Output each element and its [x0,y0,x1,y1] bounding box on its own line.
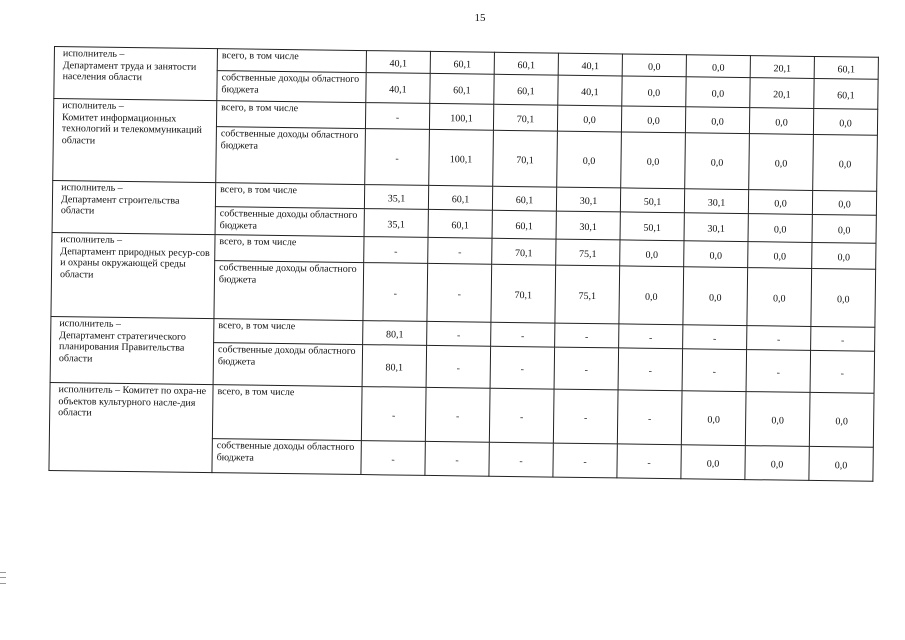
value-cell: 0,0 [621,106,685,133]
value-cell: - [365,103,429,130]
executor-cell: исполнитель – Департамент труда и занятости населения области [54,47,218,101]
value-cell: 60,1 [430,73,494,104]
value-cell: 0,0 [747,268,812,327]
value-cell: 0,0 [813,134,878,191]
value-cell: - [683,325,747,350]
value-cell: 60,1 [494,74,558,105]
value-cell: 0,0 [812,242,876,269]
value-cell: 60,1 [430,51,494,74]
value-cell: 0,0 [619,266,684,325]
value-cell: - [426,345,491,388]
funding-type-cell: всего, в том числе [217,49,366,73]
value-cell: 0,0 [686,55,750,78]
funding-type-cell: собственные доходы областного бюджета [214,261,364,321]
value-cell: 40,1 [558,53,622,76]
value-cell: 0,0 [557,105,621,132]
value-cell: 20,1 [750,56,814,79]
value-cell: - [425,441,489,476]
value-cell: - [747,326,811,351]
value-cell: 0,0 [683,267,748,326]
value-cell: 100,1 [429,103,493,130]
value-cell: 0,0 [813,108,877,135]
page-number: 15 [474,12,486,24]
value-cell: 70,1 [491,264,556,323]
value-cell: 0,0 [621,132,686,189]
value-cell: - [427,263,492,322]
budget-table [48,46,878,482]
value-cell: - [746,350,811,393]
value-cell: - [364,237,428,264]
table-row [49,382,874,447]
value-cell: 30,1 [556,187,620,212]
value-cell: 60,1 [428,185,492,210]
funding-type-cell: всего, в том числе [215,183,364,209]
executor-cell: исполнитель – Комитет по охра-не объектов культурного насле-дия области [49,382,213,472]
value-cell: 0,0 [681,445,745,480]
funding-type-cell: собственные доходы областного бюджета [217,71,366,103]
funding-type-cell: всего, в том числе [214,319,363,345]
value-cell: 0,0 [684,241,748,268]
executor-cell: исполнитель – Департамент строительства области [52,180,216,234]
value-cell: 0,0 [685,107,749,134]
value-cell: 0,0 [809,446,873,481]
value-cell: 60,1 [494,52,558,75]
value-cell: 30,1 [556,211,620,240]
value-cell: 0,0 [809,392,874,447]
value-cell: - [554,347,619,390]
funding-type-cell: всего, в том числе [216,101,365,129]
value-cell: 0,0 [622,76,686,107]
value-cell: - [682,349,747,392]
value-cell: 20,1 [750,78,814,109]
value-cell: 0,0 [811,268,876,327]
value-cell: 30,1 [684,213,748,242]
value-cell: 40,1 [366,73,430,104]
value-cell: - [618,348,683,391]
value-cell: - [491,322,555,347]
value-cell: 0,0 [812,214,876,243]
value-cell: 100,1 [429,129,494,186]
executor-cell: исполнитель – Комитет информационных технологий и телекоммуникаций области [53,99,217,183]
funding-type-cell: собственные доходы областного бюджета [212,439,361,475]
value-cell: - [489,442,553,477]
value-cell: 40,1 [558,75,622,106]
value-cell: - [428,237,492,264]
value-cell: - [619,324,683,349]
value-cell: - [489,388,554,443]
value-cell: 0,0 [748,242,812,269]
value-cell: 0,0 [620,240,684,267]
value-cell: 0,0 [685,133,750,190]
value-cell: - [553,443,617,478]
budget-table-wrapper [48,46,878,482]
value-cell: - [811,326,875,351]
value-cell: 50,1 [620,188,684,213]
value-cell: 60,1 [814,56,878,79]
value-cell: 0,0 [745,446,809,481]
value-cell: 70,1 [493,130,558,187]
funding-type-cell: всего, в том числе [212,385,362,441]
executor-cell: исполнитель – Департамент стратегического планирования Правительства области [50,316,214,384]
value-cell: - [361,441,425,476]
executor-cell: исполнитель – Департамент природных ресур-сов и охраны окружающей среды области [51,232,215,318]
value-cell: 0,0 [622,54,686,77]
value-cell: - [365,129,430,186]
value-cell: 0,0 [812,190,876,215]
value-cell: 0,0 [748,190,812,215]
funding-type-cell: всего, в том числе [215,235,364,263]
value-cell: - [553,389,618,444]
value-cell: - [427,321,491,346]
value-cell: 0,0 [681,391,746,446]
value-cell: 0,0 [745,392,810,447]
value-cell: 60,1 [492,210,556,239]
value-cell: - [617,390,682,445]
value-cell: 70,1 [492,238,556,265]
value-cell: - [617,444,681,479]
value-cell: - [425,387,490,442]
value-cell: 0,0 [686,77,750,108]
value-cell: 80,1 [363,321,427,346]
value-cell: 60,1 [492,186,556,211]
value-cell: 0,0 [749,134,814,191]
value-cell: 80,1 [362,345,427,388]
value-cell: - [363,263,428,322]
value-cell: - [490,346,555,389]
funding-type-cell: собственные доходы областного бюджета [216,127,366,185]
funding-type-cell: собственные доходы областного бюджета [213,343,363,387]
funding-type-cell: собственные доходы областного бюджета [215,207,364,237]
value-cell: - [361,387,426,442]
value-cell: 0,0 [557,131,622,188]
value-cell: - [555,323,619,348]
value-cell: 75,1 [555,265,620,324]
value-cell: 35,1 [364,185,428,210]
value-cell: - [810,350,875,393]
value-cell: 30,1 [684,189,748,214]
value-cell: 0,0 [748,214,812,243]
value-cell: 0,0 [749,108,813,135]
value-cell: 60,1 [814,78,878,109]
value-cell: 35,1 [364,209,428,238]
value-cell: 70,1 [493,104,557,131]
margin-mark [0,572,6,584]
value-cell: 40,1 [366,51,430,74]
value-cell: 50,1 [620,212,684,241]
value-cell: 75,1 [556,239,620,266]
value-cell: 60,1 [428,209,492,238]
